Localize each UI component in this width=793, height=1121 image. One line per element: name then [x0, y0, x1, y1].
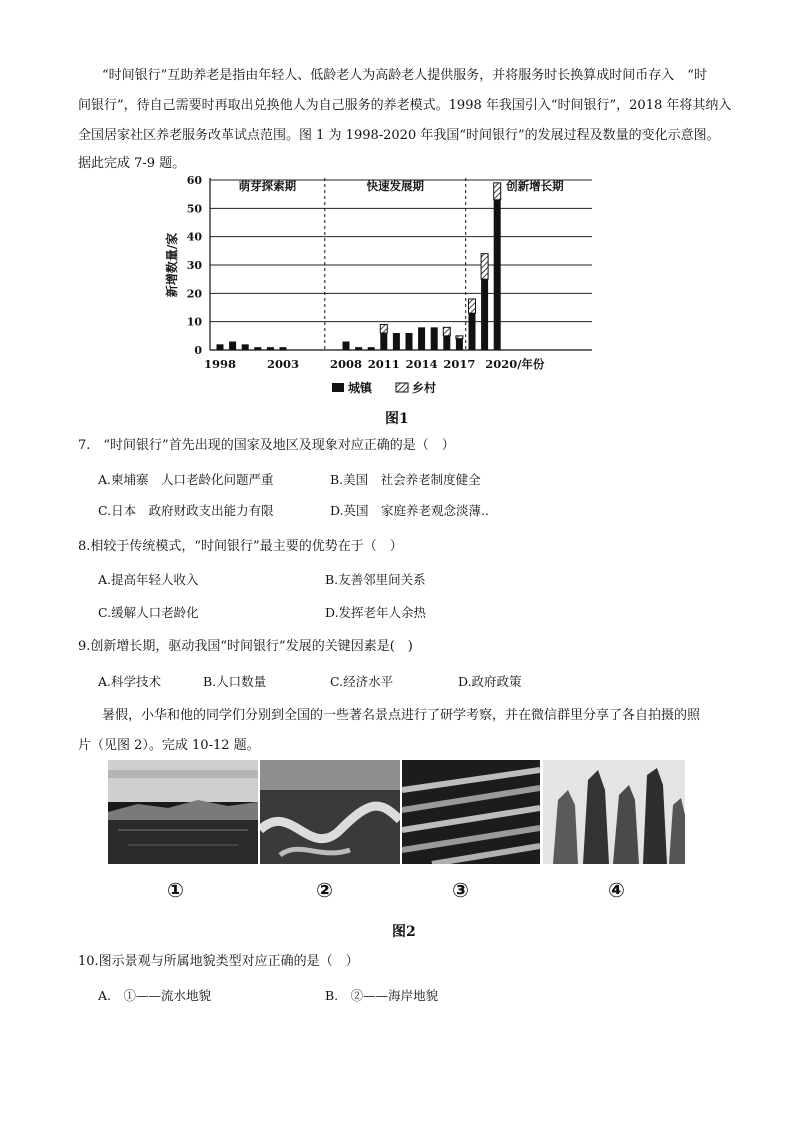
y-tick-label: 50 — [186, 202, 202, 216]
bar-rural — [380, 325, 387, 334]
q9-stem: 9.创新增长期，驱动我国“时间银行”发展的关键因素是( ) — [78, 639, 413, 654]
q7-option-b: B.美国 社会养老制度健全 — [330, 472, 481, 487]
photo-1-lake-landscape — [108, 760, 258, 864]
q9-option-b: B.人口数量 — [203, 674, 267, 689]
photo-3-label: ③ — [452, 878, 469, 902]
q7-stem: 7. “时间银行”首先出现的国家及地区及现象对应正确的是（ ） — [78, 438, 455, 453]
intro-line-2: 间银行”，待自己需要时再取出兑换他人为自己服务的养老模式。1998 年我国引入“时间银行”，2018 年将其纳入 — [78, 98, 732, 113]
bar-urban — [343, 342, 350, 351]
period-label: 萌芽探索期 — [238, 179, 297, 193]
photo-4-label: ④ — [608, 878, 625, 902]
bar-urban — [406, 333, 413, 350]
legend-swatch-urban — [332, 383, 344, 392]
bar-urban — [469, 313, 476, 350]
bar-urban — [418, 327, 425, 350]
x-tick-label: 2011 — [367, 357, 400, 371]
figure-2-caption: 图2 — [392, 924, 416, 940]
x-tick-label: 1998 — [203, 357, 237, 371]
q10-option-a: A. ①——流水地貌 — [98, 988, 212, 1003]
q7-option-d: D.英国 家庭养老观念淡薄.. — [330, 503, 489, 518]
passage2-line-2: 片（见图 2）。完成 10-12 题。 — [78, 738, 260, 753]
period-label: 创新增长期 — [506, 179, 564, 193]
figure-1-caption: 图1 — [385, 411, 409, 427]
bar-rural — [443, 327, 450, 336]
intro-line-3: 全国居家社区养老服务改革试点范围。图 1 为 1998-2020 年我国“时间银行”的发展过程及数量的变化示意图。 — [78, 128, 720, 143]
bar-urban — [481, 279, 488, 350]
period-label: 快速发展期 — [366, 179, 424, 193]
figure-1-bar-chart — [160, 176, 640, 406]
bar-urban — [456, 339, 463, 350]
bar-urban — [431, 327, 438, 350]
y-tick-label: 30 — [186, 259, 202, 272]
bar-urban — [393, 333, 400, 350]
y-tick-label: 60 — [186, 176, 202, 187]
y-tick-label: 40 — [186, 230, 202, 244]
bar-rural — [494, 183, 501, 200]
bar-urban — [494, 200, 501, 350]
x-tick-label: 2017 — [443, 357, 476, 371]
photo-3-terraced-slopes — [402, 760, 540, 864]
photo-2-label: ② — [316, 878, 333, 902]
q9-option-a: A.科学技术 — [98, 674, 162, 689]
q8-stem: 8.相较于传统模式，“时间银行”最主要的优势在于（ ） — [78, 539, 403, 554]
intro-line-4: 据此完成 7-9 题。 — [78, 156, 186, 171]
x-tick-label: 2014 — [405, 357, 438, 371]
bar-urban — [443, 336, 450, 350]
y-tick-label: 20 — [186, 287, 202, 301]
photo-2-river-meander — [260, 760, 400, 864]
q8-option-c: C.缓解人口老龄化 — [98, 605, 199, 620]
bar-urban — [217, 344, 224, 350]
q8-option-a: A.提高年轻人收入 — [98, 572, 199, 587]
x-tick-label: 2020/年份 — [485, 357, 545, 371]
q7-option-a: A.柬埔寨 人口老龄化问题严重 — [98, 472, 274, 487]
photo-1-label: ① — [167, 878, 184, 902]
q8-option-b: B.友善邻里间关系 — [325, 572, 426, 587]
q8-option-d: D.发挥老年人余热 — [325, 605, 427, 620]
legend-label-urban: 城镇 — [348, 381, 373, 395]
q9-option-c: C.经济水平 — [330, 674, 394, 689]
q10-option-b: B. ②——海岸地貌 — [325, 988, 439, 1003]
y-tick-label: 0 — [194, 344, 202, 357]
passage2-line-1: 暑假，小华和他的同学们分别到全国的一些著名景点进行了研学考察，并在微信群里分享了各自拍摄的照 — [102, 708, 701, 723]
bar-urban — [380, 333, 387, 350]
bar-rural — [481, 254, 488, 280]
legend-label-rural: 乡村 — [412, 381, 437, 395]
y-axis-label: 新增数量/家 — [165, 232, 179, 298]
x-tick-label: 2003 — [266, 357, 300, 371]
q7-option-c: C.日本 政府财政支出能力有限 — [98, 503, 274, 518]
intro-line-1: “时间银行”互助养老是指由年轻人、低龄老人为高龄老人提供服务，并将服务时长换算成时间币存入 “时 — [102, 68, 707, 83]
x-tick-label: 2008 — [329, 357, 363, 371]
y-tick-label: 10 — [186, 315, 202, 329]
legend-swatch-rural — [396, 383, 408, 392]
bar-rural — [456, 336, 463, 339]
bar-rural — [469, 299, 476, 313]
bar-urban — [242, 344, 249, 350]
q10-stem: 10.图示景观与所属地貌类型对应正确的是（ ） — [78, 954, 359, 969]
q9-option-d: D.政府政策 — [458, 674, 522, 689]
bar-urban — [229, 342, 236, 351]
photo-4-stone-pillars — [543, 760, 685, 864]
